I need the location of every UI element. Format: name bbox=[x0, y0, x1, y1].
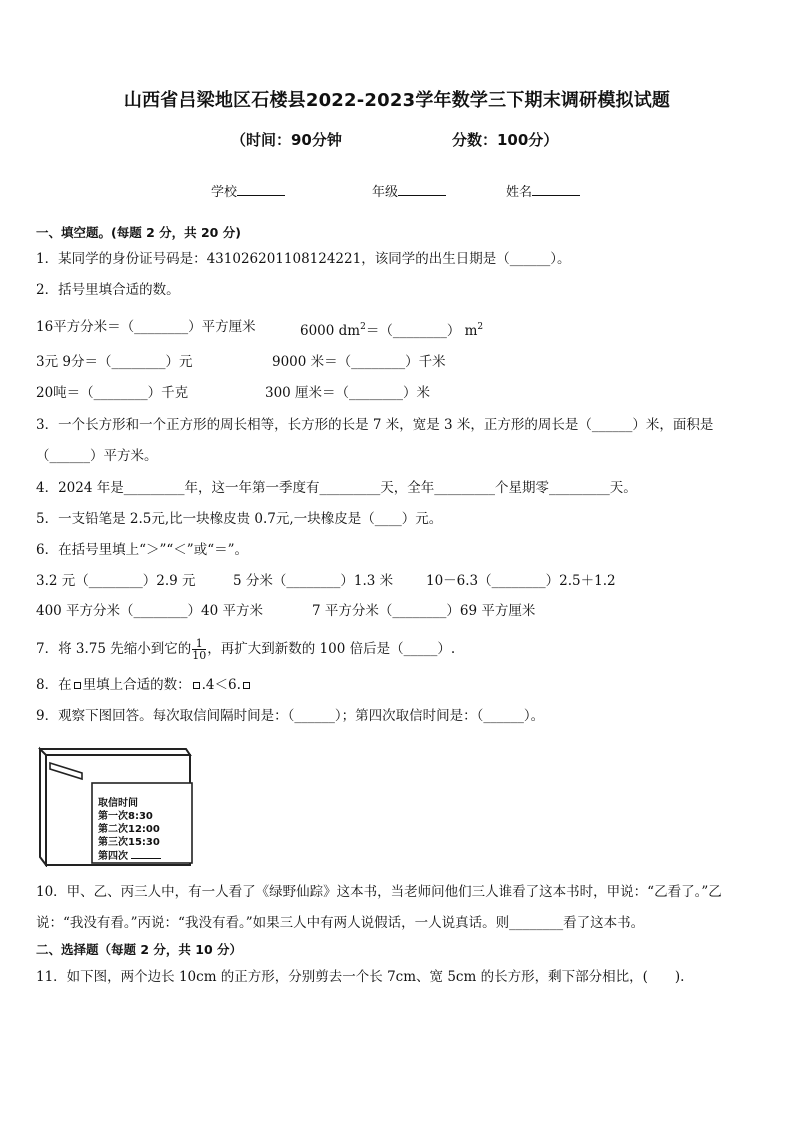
name-field bbox=[506, 181, 580, 200]
question-9: 9．观察下图回答。每次取信间隔时间是：（______）；第四次取信时间是：（______）。 bbox=[36, 708, 545, 724]
question-11: 11．如下图，两个边长 10cm 的正方形，分别剪去一个长 7cm、宽 5cm 的长方形，剩下部分相比，( ). bbox=[36, 969, 685, 985]
q2-row3-a: 20吨＝（________）千克 bbox=[36, 385, 189, 401]
q2-row1-b-pre: 6000 dm bbox=[300, 323, 361, 339]
exam-title: 山西省吕梁地区石楼县2022-2023学年数学三下期末调研模拟试题 bbox=[123, 90, 671, 111]
schedule-time-3: 第三次15:30 bbox=[98, 837, 160, 848]
q7-post: ，再扩大到新数的 100 倍后是（_____）. bbox=[207, 641, 456, 657]
question-3-line-1: 3．一个长方形和一个正方形的周长相等，长方形的长是 7 米，宽是 3 米，正方形的周长是（______）米，面积是 bbox=[36, 417, 714, 433]
grade-field bbox=[372, 181, 446, 200]
q7-pre: 7．将 3.75 先缩小到它的 bbox=[36, 641, 192, 657]
schedule-time-2: 第二次12:00 bbox=[98, 824, 160, 835]
question-5: 5．一支铅笔是 2.5元,比一块橡皮贵 0.7元,一块橡皮是（____）元。 bbox=[36, 511, 443, 527]
school-label: 学校 bbox=[211, 185, 238, 200]
mailbox-illustration bbox=[36, 745, 196, 867]
grade-blank[interactable] bbox=[398, 183, 446, 196]
answer-box[interactable] bbox=[243, 682, 250, 689]
question-10-line-1: 10．甲、乙、丙三人中，有一人看了《绿野仙踪》这本书，当老师问他们三人谁看了这本书时，甲说：“乙看了。”乙 bbox=[36, 884, 722, 900]
fraction-denominator: 10 bbox=[192, 649, 207, 662]
schedule-time-4 bbox=[98, 849, 161, 863]
question-8 bbox=[36, 676, 252, 694]
question-7 bbox=[36, 638, 455, 661]
name-label: 姓名 bbox=[506, 185, 533, 200]
fraction-numerator: 1 bbox=[192, 638, 206, 650]
school-blank[interactable] bbox=[237, 183, 285, 196]
question-4: 4．2024 年是_________年，这一年第一季度有_________天，全年_________个星期零_________天。 bbox=[36, 480, 637, 496]
exam-score: 分数：100分） bbox=[452, 131, 559, 149]
q2-row1-a: 16平方分米＝（________）平方厘米 bbox=[36, 319, 256, 335]
answer-box[interactable] bbox=[193, 682, 200, 689]
schedule-blank[interactable] bbox=[131, 849, 161, 859]
q8-pre: 8．在 bbox=[36, 677, 72, 693]
question-1: 1．某同学的身份证号码是：431026201108124221，该同学的出生日期是（______）。 bbox=[36, 251, 571, 267]
squared-mark: 2 bbox=[360, 322, 366, 332]
q6-row2-a: 400 平方分米（________）40 平方米 bbox=[36, 603, 264, 619]
q2-row1-b-mid: ＝（________） m bbox=[365, 323, 478, 339]
squared-mark: 2 bbox=[477, 322, 484, 332]
section-2-heading: 二、选择题（每题 2 分，共 10 分） bbox=[36, 942, 243, 957]
fraction bbox=[192, 638, 206, 661]
question-10-line-2: 说：“我没有看。”丙说：“我没有看。”如果三人中有两人说假话，一人说真话。则________看了这本书。 bbox=[36, 915, 645, 931]
name-blank[interactable] bbox=[532, 183, 580, 196]
question-6: 6．在括号里填上“＞”“＜”或“＝”。 bbox=[36, 542, 248, 558]
schedule-heading: 取信时间 bbox=[98, 798, 138, 809]
exam-time: （时间：90分钟 bbox=[231, 131, 342, 149]
q8-mid: 里填上合适的数： bbox=[82, 677, 191, 693]
q2-row2-b: 9000 米＝（________）千米 bbox=[272, 354, 446, 370]
section-1-heading: 一、填空题。(每题 2 分，共 20 分) bbox=[36, 225, 241, 240]
question-3-line-2: （______）平方米。 bbox=[36, 448, 158, 464]
q2-row3-b: 300 厘米＝（________）米 bbox=[265, 385, 431, 401]
schedule-time-4-label: 第四次 bbox=[98, 851, 128, 862]
pickup-schedule bbox=[98, 797, 161, 863]
grade-label: 年级 bbox=[372, 185, 399, 200]
q8-expr: .4＜6. bbox=[201, 677, 241, 693]
q6-row1-a: 3.2 元（________）2.9 元 bbox=[36, 573, 196, 589]
q6-row2-b: 7 平方分米（________）69 平方厘米 bbox=[312, 603, 536, 619]
q2-row1-b bbox=[300, 318, 483, 340]
q6-row1-c: 10－6.3（________）2.5＋1.2 bbox=[426, 573, 616, 589]
schedule-time-1: 第一次8:30 bbox=[98, 811, 153, 822]
q2-row2-a: 3元 9分＝（________）元 bbox=[36, 354, 193, 370]
q6-row1-b: 5 分米（________）1.3 米 bbox=[233, 573, 394, 589]
school-field bbox=[211, 181, 285, 200]
question-2: 2．括号里填合适的数。 bbox=[36, 282, 180, 298]
answer-box[interactable] bbox=[74, 682, 81, 689]
